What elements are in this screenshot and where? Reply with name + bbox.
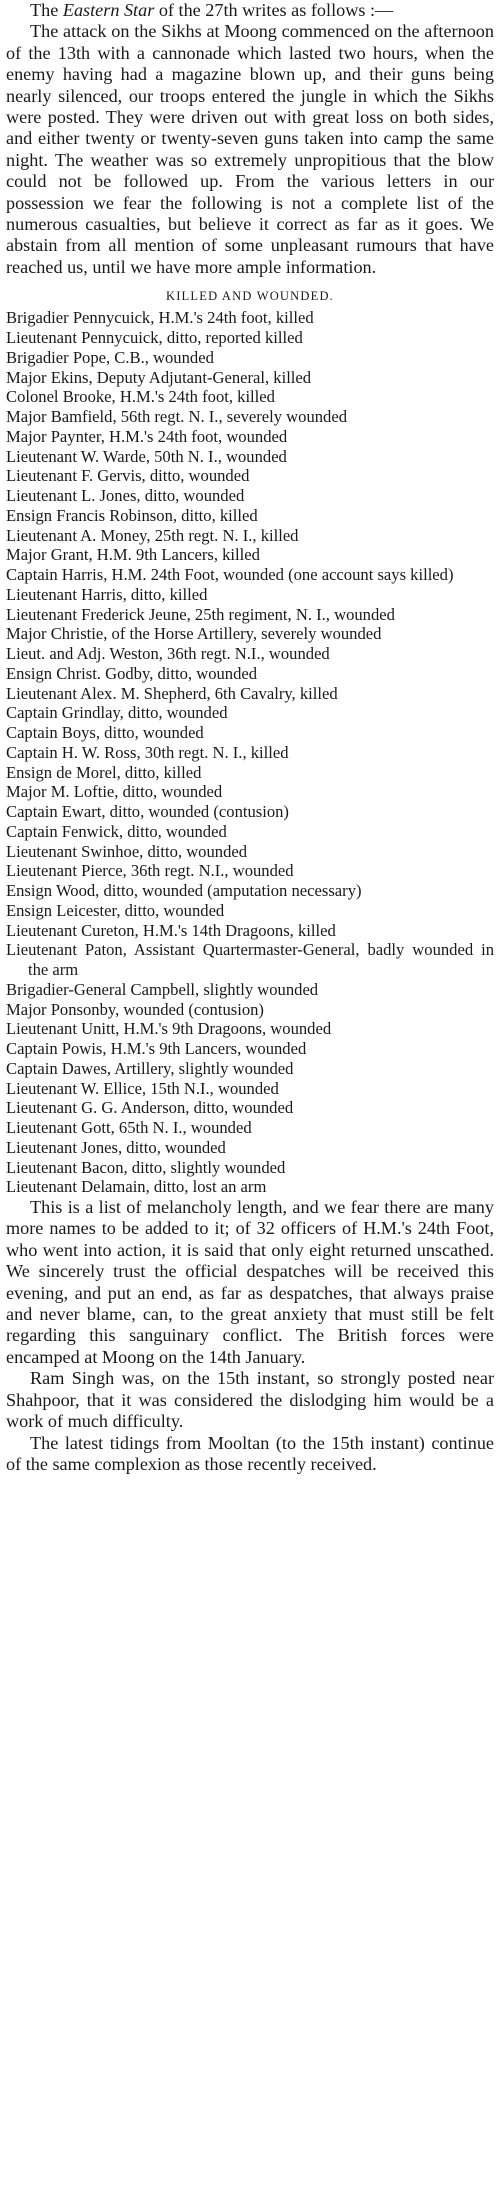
casualty-entry: Brigadier Pennycuick, H.M.'s 24th foot, killed <box>6 308 314 328</box>
casualty-entry: Lieutenant W. Warde, 50th N. I., wounded <box>6 446 287 466</box>
mooltan-paragraph: The latest tidings from Mooltan (to the 15th instant) continue of the same complexion as those recently received. <box>6 1432 494 1474</box>
casualty-entry: Lieutenant Pierce, 36th regt. N.I., wounded <box>6 861 294 881</box>
casualty-entry: Lieutenant Cureton, H.M.'s 14th Dragoons, killed <box>6 920 336 940</box>
casualty-entry: Lieutenant G. G. Anderson, ditto, wounded <box>6 1098 294 1118</box>
casualty-entry: Major Paynter, H.M.'s 24th foot, wounded <box>6 426 288 446</box>
casualty-entry: Major Bamfield, 56th regt. N. I., severely wounded <box>6 407 348 427</box>
casualty-entry: Major Ponsonby, wounded (contusion) <box>6 999 264 1019</box>
casualty-entry: Lieutenant F. Gervis, ditto, wounded <box>6 466 250 486</box>
casualty-entry: Lieutenant Unitt, H.M.'s 9th Dragoons, wounded <box>6 1019 332 1039</box>
casualty-entry: Lieutenant Frederick Jeune, 25th regiment, N. I., wounded <box>6 604 395 624</box>
casualty-entry: Lieutenant Delamain, ditto, lost an arm <box>6 1177 267 1197</box>
casualty-entry: Captain Fenwick, ditto, wounded <box>6 821 227 841</box>
casualty-list-heading: KILLED AND WOUNDED. <box>165 289 335 304</box>
commentary-paragraph: This is a list of melancholy length, and we fear there are many more names to be added to it; of 32 officers of H.M.'s 24th Foot, who went into action, it is said that only eight returned unscathed. We sincerely trust the official despatches will be received this evening, and put an end, as far as despatches, that always praise and never blame, can, to the great anxiety that must still be felt regarding this sanguinary conflict. The British forces were encamped at Moong on the 14th January. <box>6 1197 494 1367</box>
casualty-entry: Ensign Francis Robinson, ditto, killed <box>6 505 258 525</box>
casualty-entry: Captain Harris, H.M. 24th Foot, wounded (one account says killed) <box>6 565 454 585</box>
casualty-entry: Lieutenant A. Money, 25th regt. N. I., killed <box>6 525 299 545</box>
casualty-entry: Captain H. W. Ross, 30th regt. N. I., killed <box>6 742 289 762</box>
casualty-list <box>6 308 494 1197</box>
casualty-entry: Lieutenant Gott, 65th N. I., wounded <box>6 1118 252 1138</box>
intro-paragraph <box>6 0 494 21</box>
casualty-entry: Lieutenant Paton, Assistant Quartermaster-General, badly wounded in the arm <box>6 940 494 980</box>
casualty-entry: Colonel Brooke, H.M.'s 24th foot, killed <box>6 387 275 407</box>
casualty-entry: Ensign de Morel, ditto, killed <box>6 762 202 782</box>
casualty-entry: Captain Powis, H.M.'s 9th Lancers, wounded <box>6 1039 307 1059</box>
casualty-entry: Brigadier Pope, C.B., wounded <box>6 347 214 367</box>
casualty-entry: Captain Dawes, Artillery, slightly wounded <box>6 1058 294 1078</box>
casualty-entry: Major M. Loftie, ditto, wounded <box>6 782 223 802</box>
ram-singh-paragraph: Ram Singh was, on the 15th instant, so strongly posted near Shahpoor, that it was considered the dislodging him would be a work of much difficulty. <box>6 1368 494 1432</box>
casualty-entry: Lieutenant Swinhoe, ditto, wounded <box>6 841 248 861</box>
casualty-entry: Ensign Leicester, ditto, wounded <box>6 900 225 920</box>
casualty-entry: Lieutenant Bacon, ditto, slightly wounded <box>6 1157 286 1177</box>
casualty-entry: Ensign Christ. Godby, ditto, wounded <box>6 663 258 683</box>
casualty-entry: Lieutenant L. Jones, ditto, wounded <box>6 486 245 506</box>
casualty-entry: Brigadier-General Campbell, slightly wounded <box>6 979 319 999</box>
newspaper-name: Eastern Star <box>62 0 155 20</box>
casualty-entry: Lieutenant W. Ellice, 15th N.I., wounded <box>6 1078 279 1098</box>
battle-report-paragraph: The attack on the Sikhs at Moong commenced on the afternoon of the 13th with a cannonade which lasted two hours, when the enemy having had a magazine blown up, and their guns being nearly silenced, our troops entered the jungle in which the Sikhs were posted. They were driven out with great loss on both sides, and either twenty or twenty-seven guns taken into camp the same night. The weather was so extremely unpropitious that the blow could not be followed up. From the various letters in our possession we fear the following is not a complete list of the numerous casualties, but believe it correct as far as it goes. We abstain from all mention of some unpleasant rumours that have reached us, until we have more ample information. <box>6 21 494 277</box>
casualty-entry: Lieut. and Adj. Weston, 36th regt. N.I., wounded <box>6 644 330 664</box>
intro-text-post: of the 27th writes as follows :— <box>154 0 394 20</box>
casualty-entry: Lieutenant Alex. M. Shepherd, 6th Cavalry, killed <box>6 683 338 703</box>
casualty-entry: Lieutenant Jones, ditto, wounded <box>6 1137 226 1157</box>
intro-text-pre: The <box>30 0 63 20</box>
casualty-entry: Major Grant, H.M. 9th Lancers, killed <box>6 545 260 565</box>
casualty-entry: Ensign Wood, ditto, wounded (amputation necessary) <box>6 881 362 901</box>
casualty-entry: Captain Ewart, ditto, wounded (contusion) <box>6 802 289 822</box>
casualty-entry: Lieutenant Pennycuick, ditto, reported killed <box>6 328 303 348</box>
casualty-entry: Major Christie, of the Horse Artillery, severely wounded <box>6 624 382 644</box>
casualty-entry: Captain Grindlay, ditto, wounded <box>6 703 228 723</box>
casualty-entry: Captain Boys, ditto, wounded <box>6 723 204 743</box>
casualty-entry: Major Ekins, Deputy Adjutant-General, killed <box>6 367 312 387</box>
casualty-entry: Lieutenant Harris, ditto, killed <box>6 584 208 604</box>
